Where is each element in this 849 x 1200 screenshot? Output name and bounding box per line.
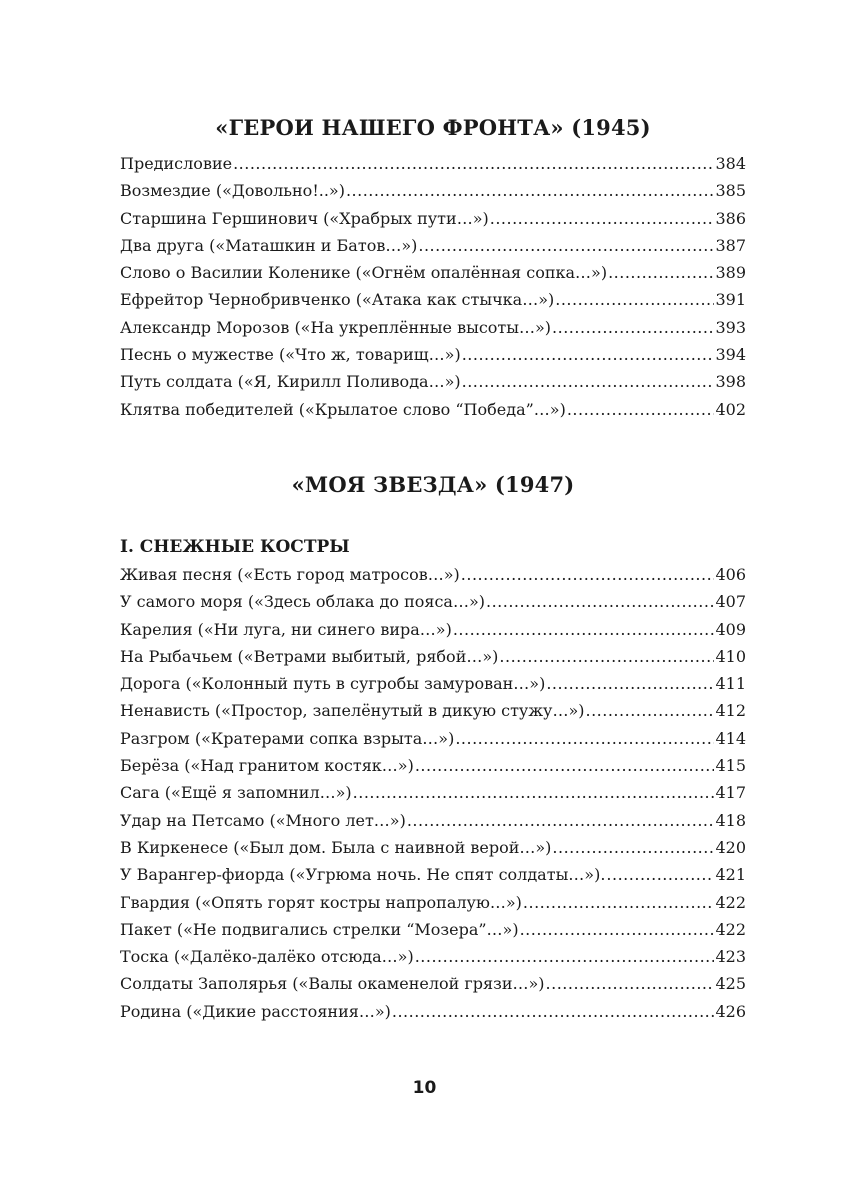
toc-entry-title: Разгром («Кратерами сопка взрыта…») <box>120 728 455 748</box>
toc-entry-page: 414 <box>715 728 746 748</box>
toc-entry <box>120 725 746 752</box>
dot-leader <box>546 970 715 997</box>
toc-entry-page: 418 <box>715 810 746 830</box>
dot-leader <box>555 286 714 313</box>
toc-list <box>120 150 746 423</box>
toc-entry-title: Слово о Василии Коленике («Огнём опалённая сопка…») <box>120 263 608 283</box>
dot-leader <box>407 807 715 834</box>
toc-entry-page: 415 <box>715 756 746 776</box>
toc-entry-title: Два друга («Маташкин и Батов…») <box>120 235 418 255</box>
dot-leader <box>461 561 715 588</box>
toc-entry-page: 393 <box>715 317 746 337</box>
dot-leader <box>546 670 714 697</box>
toc-entry-title: Путь солдата («Я, Кирилл Поливода…») <box>120 372 461 392</box>
toc-entry <box>120 643 746 670</box>
toc-entry-title: Гвардия («Опять горят костры напропалую…») <box>120 892 522 912</box>
toc-entry-title: Александр Морозов («На укреплённые высоты…») <box>120 317 552 337</box>
toc-entry <box>120 861 746 888</box>
toc-entry-page: 394 <box>715 345 746 365</box>
subsection-title: I. СНЕЖНЫЕ КОСТРЫ <box>120 536 350 557</box>
dot-leader <box>353 779 715 806</box>
table-of-contents <box>120 108 746 1025</box>
toc-entry-title: Родина («Дикие расстояния…») <box>120 1001 391 1021</box>
toc-entry <box>120 916 746 943</box>
toc-entry-title: В Киркенесе («Был дом. Была с наивной верой…») <box>120 837 552 857</box>
toc-entry-page: 410 <box>715 646 746 666</box>
dot-leader <box>455 725 714 752</box>
toc-entry-page: 422 <box>715 919 746 939</box>
toc-entry-title: Старшина Гершинович («Храбрых пути…») <box>120 208 489 228</box>
toc-entry-title: Живая песня («Есть город матросов…») <box>120 564 460 584</box>
dot-leader <box>552 314 714 341</box>
toc-entry-page: 385 <box>715 181 746 201</box>
toc-entry <box>120 943 746 970</box>
dot-leader <box>462 368 715 395</box>
toc-entry-title: Клятва победителей («Крылатое слово “Победа”…») <box>120 399 566 419</box>
toc-entry <box>120 314 746 341</box>
toc-entry-page: 407 <box>715 592 746 612</box>
toc-entry-page: 423 <box>715 947 746 967</box>
toc-entry-page: 409 <box>715 619 746 639</box>
toc-entry <box>120 998 746 1025</box>
dot-leader <box>520 916 715 943</box>
toc-entry-page: 391 <box>715 290 746 310</box>
toc-entry <box>120 205 746 232</box>
dot-leader <box>490 205 715 232</box>
toc-entry-page: 420 <box>715 837 746 857</box>
dot-leader <box>462 341 715 368</box>
dot-leader <box>392 998 715 1025</box>
toc-entry-title: Песнь о мужестве («Что ж, товарищ…») <box>120 345 461 365</box>
toc-entry-title: Карелия («Ни луга, ни синего вира…») <box>120 619 452 639</box>
toc-entry-title: Ненависть («Простор, запелёнутый в дикую стужу…») <box>120 701 585 721</box>
dot-leader <box>453 616 715 643</box>
dot-leader <box>552 834 714 861</box>
toc-list <box>120 561 746 1025</box>
toc-entry-page: 421 <box>715 865 746 885</box>
dot-leader <box>608 259 714 286</box>
toc-entry <box>120 259 746 286</box>
dot-leader <box>415 752 715 779</box>
toc-entry <box>120 697 746 724</box>
toc-entry-page: 425 <box>715 974 746 994</box>
toc-entry <box>120 670 746 697</box>
dot-leader <box>233 150 714 177</box>
toc-entry <box>120 779 746 806</box>
toc-entry-title: Удар на Петсамо («Много лет…») <box>120 810 406 830</box>
page-number: 10 <box>412 1078 437 1098</box>
toc-entry-page: 398 <box>715 372 746 392</box>
toc-entry <box>120 286 746 313</box>
toc-entry-page: 411 <box>715 674 746 694</box>
toc-entry <box>120 150 746 177</box>
dot-leader <box>346 177 715 204</box>
section-title: «ГЕРОИ НАШЕГО ФРОНТА» (1945) <box>215 115 651 140</box>
toc-entry <box>120 752 746 779</box>
dot-leader <box>523 889 715 916</box>
toc-entry-page: 417 <box>715 783 746 803</box>
toc-entry <box>120 232 746 259</box>
toc-entry-title: Берёза («Над гранитом костяк…») <box>120 756 414 776</box>
dot-leader <box>606 861 714 888</box>
toc-entry-page: 389 <box>715 263 746 283</box>
toc-entry-title: Солдаты Заполярья («Валы окаменелой грязи…») <box>120 974 545 994</box>
toc-entry <box>120 561 746 588</box>
toc-entry-page: 412 <box>715 701 746 721</box>
toc-entry-title: Предисловие <box>120 154 233 173</box>
toc-entry <box>120 834 746 861</box>
toc-entry-title: Дорога («Колонный путь в сугробы замурован…») <box>120 674 546 694</box>
toc-entry-title: Сага («Ещё я запомнил…») <box>120 783 352 803</box>
dot-leader <box>486 588 714 615</box>
toc-entry <box>120 396 746 423</box>
toc-entry-title: Ефрейтор Чернобривченко («Атака как стычка…») <box>120 290 555 310</box>
toc-entry-title: Пакет («Не подвигались стрелки “Мозера”…») <box>120 919 519 939</box>
dot-leader <box>415 943 715 970</box>
toc-entry <box>120 368 746 395</box>
dot-leader <box>499 643 714 670</box>
toc-entry <box>120 889 746 916</box>
toc-entry-title: У Варангер-фиорда («Угрюма ночь. Не спят солдаты…»). <box>120 865 606 885</box>
toc-entry-page: 406 <box>715 564 746 584</box>
dot-leader <box>586 697 715 724</box>
toc-entry-title: Возмездие («Довольно!..») <box>120 181 345 201</box>
dot-leader <box>567 396 715 423</box>
toc-entry-page: 422 <box>715 892 746 912</box>
toc-entry <box>120 807 746 834</box>
toc-entry <box>120 970 746 997</box>
toc-entry-page: 387 <box>715 235 746 255</box>
toc-entry-title: Тоска («Далёко-далёко отсюда…») <box>120 947 414 967</box>
toc-entry <box>120 616 746 643</box>
toc-entry <box>120 341 746 368</box>
toc-entry <box>120 588 746 615</box>
toc-entry-page: 386 <box>715 208 746 228</box>
toc-entry-page: 402 <box>715 399 746 419</box>
toc-entry-title: На Рыбачьем («Ветрами выбитый, рябой…») <box>120 646 499 666</box>
toc-entry <box>120 177 746 204</box>
toc-entry-page: 384 <box>715 154 746 173</box>
section-title: «МОЯ ЗВЕЗДА» (1947) <box>291 471 575 497</box>
toc-entry-title: У самого моря («Здесь облака до пояса…») <box>120 592 485 612</box>
toc-entry-page: 426 <box>715 1001 746 1021</box>
dot-leader <box>418 232 714 259</box>
